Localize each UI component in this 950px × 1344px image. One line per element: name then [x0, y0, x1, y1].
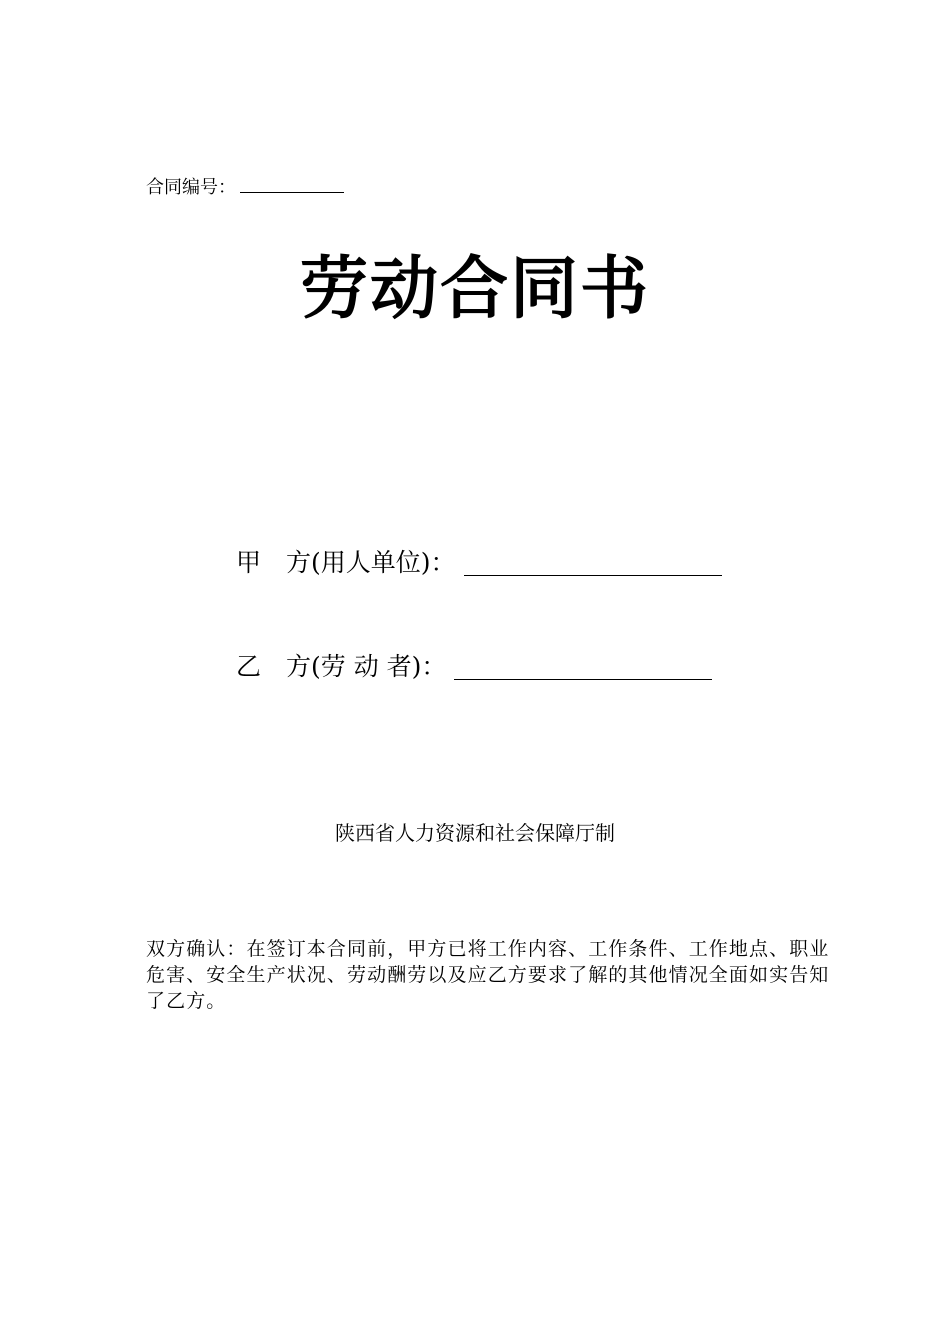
party-a-label: 甲 方(用人单位)： — [236, 548, 456, 577]
party-b-field — [236, 650, 712, 684]
party-a-field — [236, 546, 722, 580]
contract-number-blank[interactable] — [240, 174, 344, 193]
contract-number-label: 合同编号： — [146, 177, 236, 198]
party-b-label: 乙 方(劳 动 者)： — [236, 652, 447, 681]
document-title: 劳动合同书 — [299, 250, 650, 329]
party-b-blank[interactable] — [454, 653, 712, 680]
confirmation-paragraph: 双方确认：在签订本合同前，甲方已将工作内容、工作条件、工作地点、职业危害、安全生产状况、劳动酬劳以及应乙方要求了解的其他情况全面如实告知了乙方。 — [146, 938, 830, 1012]
issuer-text: 陕西省人力资源和社会保障厅制 — [335, 821, 615, 845]
party-a-blank[interactable] — [464, 549, 722, 576]
contract-number-field — [146, 174, 344, 201]
